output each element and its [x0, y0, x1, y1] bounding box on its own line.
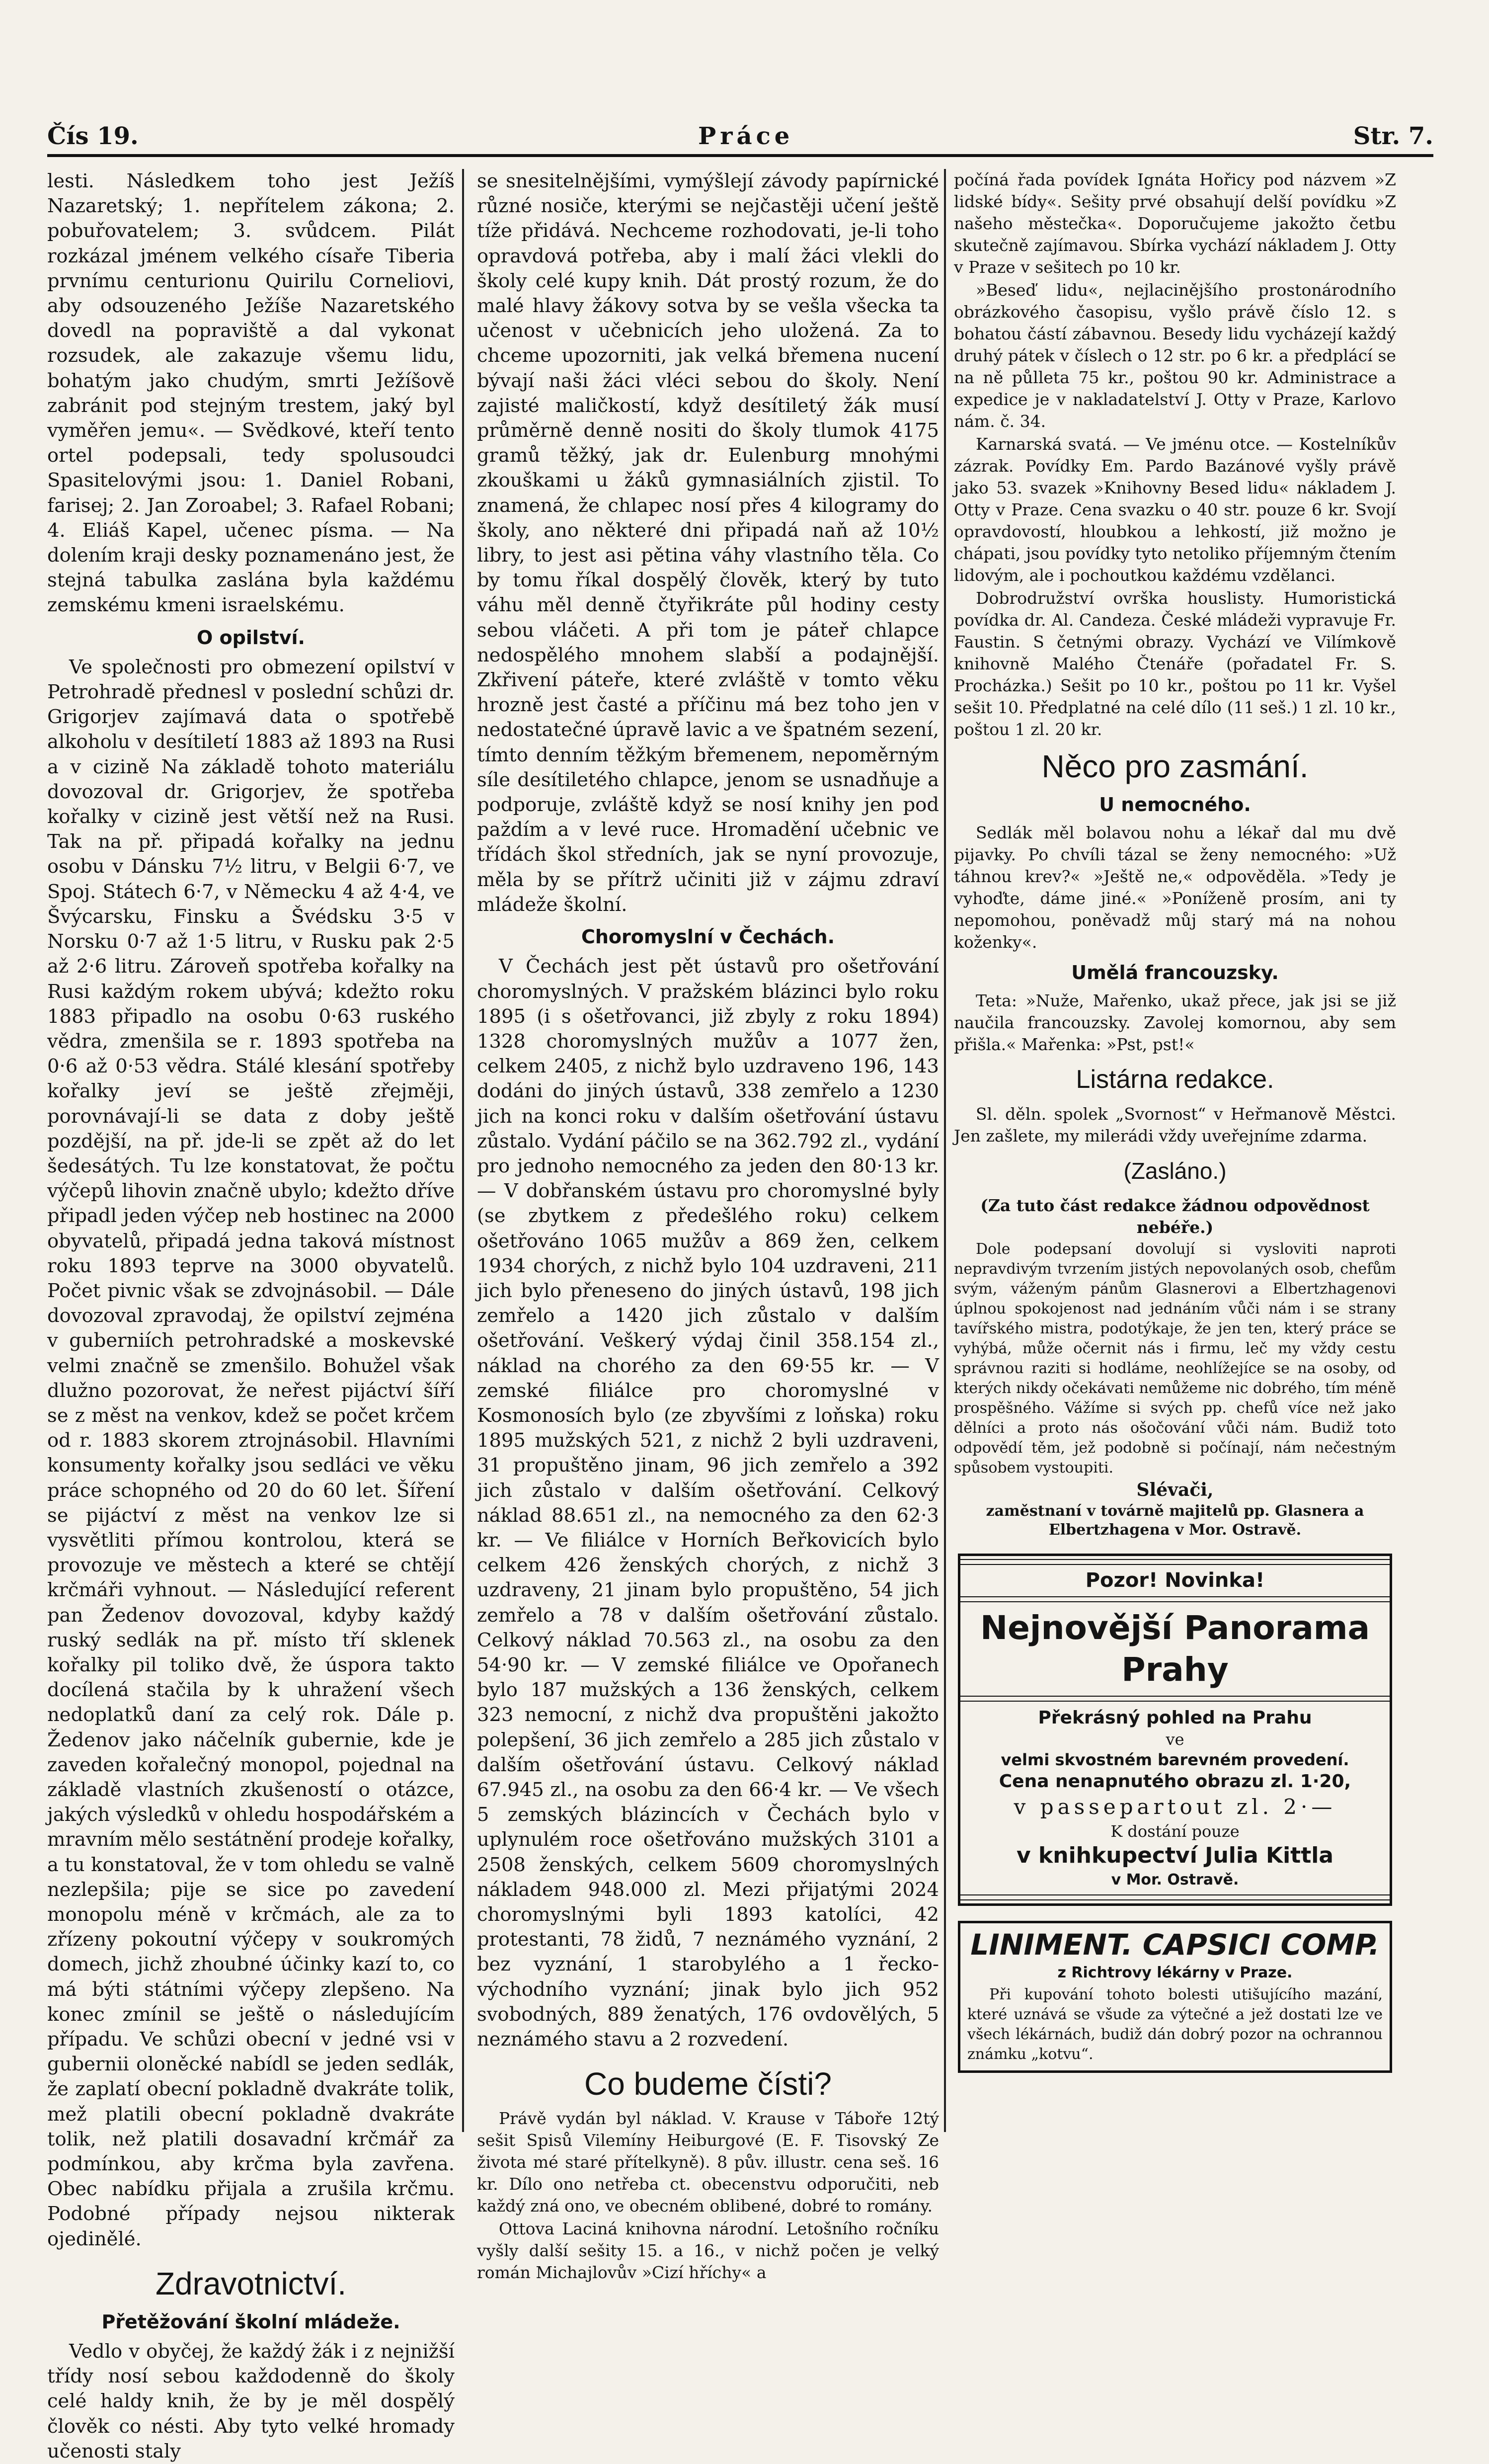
ad-location: v Mor. Ostravě.: [1111, 1871, 1239, 1889]
page-number: Str. 7.: [1353, 122, 1433, 150]
section-heading: Listárna redakce.: [1076, 1065, 1274, 1094]
section-heading: (Zasláno.): [1123, 1158, 1227, 1184]
newspaper-title: Práce: [698, 122, 794, 150]
section-heading: O opilství.: [197, 626, 305, 649]
article-text: »Beseď lidu«, nejlacinějšího prostonárodního obrázkového časopisu, vyšlo právě číslo 12. s bohatou částí zábavnou. Besedy lidu vycházejí každý druhý pátek v číslech o 12 str. po 6 kr. a předplácí se na ně půlleta 75 kr., poštou 90 kr. Administrace a expedice je v nakladatelství J. Otty v Praze, Karlovo nám. č. 34.: [954, 280, 1396, 431]
column-3: [954, 169, 1396, 2137]
ad-subtitle: z Richtrovy lékárny v Praze.: [1057, 1964, 1293, 1981]
ad-border-stripe: [960, 1894, 1390, 1900]
ad-border-stripe: [960, 1596, 1390, 1602]
article-heading: U nemocného.: [1099, 794, 1251, 816]
ad-tagline: Pozor! Novinka!: [1085, 1569, 1265, 1592]
article-text: Ottova Laciná knihovna národní. Letošního ročníku vyšly další sešity 15. a 16., v nichž počen je velký román Michajlovův »Cizí hříchy« a: [477, 2219, 939, 2283]
advertisement-panorama: [958, 1554, 1392, 1905]
section-heading: Něco pro zasmání.: [1041, 748, 1309, 784]
column-rule: [462, 169, 464, 2132]
article-text: Sl. děln. spolek „Svornost“ v Heřmanově Městci. Jen zašlete, my milerádi vždy uveřejníme zdarma.: [954, 1104, 1396, 1146]
column-1: [47, 169, 455, 2463]
signature: Slévači,: [1136, 1479, 1214, 1501]
article-text: se snesitelnějšími, vymýšlejí závody papírnické různé nosiče, kterými se nejčastěji učení ještě tíže přidává. Nechceme rozhodovati, je-li toho opravdová potřeba, aby i malí žáci vlekli do školy celé kupy knih. Dát prostý rozum, že do malé hlavy žákovy sotva by se vešla všecka ta učenost v učebnicích jeho uložená. Za to chceme upozorniti, jak velká břemena nucení bývají naši žáci vléci sebou do školy. Není zajisté maličkostí, když desítiletý žák musí průměrně denně nositi do školy tlumok 4175 gramů těžký, jak dr. Eulenburg mnohými zkouškami u žáků gymnasiálních zjistil. To znamená, že chlapec nosí přes 4 kilogramy do školy, ano některé dni připadá naň až 10½ libry, to jest asi pětina váhy vlastního těla. Co by tomu říkal dospělý člověk, který by tuto váhu měl denně čtyřikráte půl hodiny cesty sebou vláčeti. A při tom je páteř chlapce nedospělého mnohem slabší a podajnější. Zkřivení páteře, které zvláště v tomto věku hrozně jest časté a příčinu má bez toho jen v nedostatečné úpravě lavic a ve špatném sezení, tímto denním těžkým břemenem, nepoměrným síle desítiletého chlapce, jenom se usnadňuje a podporuje, zvláště když se nosí knihy jen pod paždím a v levé ruce. Hromadění učebnic ve třídách škol středních, jak se nyní provozuje, měla by se přítrž učiniti již v zájmu zdraví mládeže školní.: [477, 170, 939, 916]
ad-line: K dostání pouze: [1110, 1821, 1240, 1841]
section-heading: Co budeme čísti?: [584, 2066, 832, 2102]
ad-border-stripe: [960, 1559, 1390, 1565]
article-heading: Choromyslní v Čechách.: [581, 926, 835, 948]
issue-number: Čís 19.: [47, 122, 139, 150]
signature-detail: zaměstnaní v továrně majitelů pp. Glasnera a Elbertzhagena v Mor. Ostravě.: [986, 1502, 1364, 1539]
article-heading: Umělá francouzsky.: [1071, 962, 1279, 984]
section-heading: Zdravotnictví.: [155, 2265, 347, 2301]
ad-line: ve: [1166, 1729, 1184, 1749]
ad-border-stripe: [960, 1696, 1390, 1702]
ad-title: Nejnovější Panorama Prahy: [980, 1608, 1370, 1689]
article-text: lesti. Následkem toho jest Ježíš Nazaretský; 1. nepřítelem zákona; 2. pobuřovatelem; 3. svůdcem. Pilát rozkázal jménem velkého císaře Tiberia prvnímu centurionu Quirilu Corneliovi, aby odsouzeného Ježíše Nazaretského dovedl na popraviště a dal vykonat rozsudek, ale zakazuje všemu lidu, bohatým jako chudým, smrti Ježíšově zabránit pod stejným trestem, jaký byl vyměřen jemu«. — Svědkové, kteří tento ortel podepsali, tedy spolusoudci Spasitelovými jsou: 1. Daniel Robani, farisej; 2. Jan Zoroabel; 3. Rafael Robani; 4. Eliáš Kapel, učenec písma. — Na dolením kraji desky poznamenáno jest, že stejná tabulka zaslána byla každému zemskému kmeni israelskému.: [47, 170, 455, 617]
ad-title: LINIMENT. CAPSICI COMP.: [970, 1927, 1380, 1962]
ad-line: Překrásný pohled na Prahu: [1038, 1707, 1312, 1728]
column-rule: [944, 169, 946, 2132]
article-text: Dole podepsaní dovolují si vysloviti naproti nepravdivým tvrzením jistých nepovolaných osob, chefům svým, váženým pánům Glasnerovi a Elbertzhagenovi úplnou spokojenost nad jednáním vůči nám i se strany tavířského mistra, podotýkaje, že jen ten, který práce se vyhýbá, může očernit nás i firmu, leč my vždy cestu správnou raziti si hodláme, neohlížejíce se na osoby, od kterých nikdy očekávati nemůžeme nic dobrého, tím méně prospěšného. Vážíme si svých pp. chefů více než jako dělníci a proto nás ošočování vůči nám. Budiž toto odpovědí těm, jež podobně si počínají, nám nečestným spůsobem vystoupiti.: [954, 1240, 1396, 1477]
ad-bookstore: v knihkupectví Julia Kittla: [1017, 1842, 1333, 1868]
article-text: Ve společnosti pro obmezení opilství v Petrohradě přednesl v poslední schůzi dr. Grigorjev zajímavá data o spotřebě alkoholu v desítiletí 1883 až 1893 na Rusi a v cizině Na základě tohoto materiálu dovozoval dr. Grigorjev, že spotřeba kořalky v cizině jest větší než na Rusi. Tak na př. připadá kořalky na jednu osobu v Dánsku 7½ litru, v Belgii 6·7, ve Spoj. Státech 6·7, v Německu 4 až 4·4, ve Švýcarsku, Finsku a Švédsku 3·5 v Norsku 0·7 až 1·5 litru, v Rusku pak 2·5 až 2·6 litru. Zároveň spotřeba kořalky na Rusi každým rokem ubývá; kdežto roku 1883 připadlo na osobu 0·63 ruského vědra, zmenšila se r. 1893 spotřeba na 0·6 až 0·53 vědra. Stálé klesání spotřeby kořalky jeví se ještě zřejměji, porovnávají-li se data z doby ještě pozdější, na př. jde-li se zpět až do let šedesátých. Tu lze konstatovat, že počtu výčepů lihovin značně ubylo; kdežto dříve připadl jeden výčep neb hostinec na 2000 obyvatelů, připadá jedna taková místnost roku 1893 teprve na 3000 obyvatelů. Počet pivnic však se zdvojnásobil. — Dále dovozoval zpravodaj, že opilství zejména v guberniích petrohradské a moskevské velmi značně se zmenšilo. Bohužel však dlužno pozorovat, že neřest pijáctví šíří se z měst na venkov, kdež se počet krčem od r. 1883 skorem ztrojnásobil. Hlavními konsumenty kořalky jsou sedláci ve věku práce schopného od 20 do 60 let. Šíření se pijáctví z měst na venkov lze si vysvětliti přímou kontrolou, která se provozuje ve městech a které se chtějí krčmáři vyhnout. — Následující referent pan Žedenov dovozoval, kdyby každý ruský sedlák na př. místo tří sklenek kořalky pil toliko dvě, že úspora takto docílená stačila by k uhražení všech nedoplatků daní za celý rok. Dále p. Žedenov jako náčelník gubernie, kde je zaveden kořalečný monopol, pojednal na základě vlastních zkušeností o otázce, jakých výsledků v ohledu hospodářském a mravním mělo sestátnění prodeje kořalky, a tu konstatoval, že v tom ohledu se valně nezlepšila; pije se sice po zavedení monopolu méně v krčmách, ale za to zřízeny pokoutní výčepy v soukromých domech, jichž zhoubné účinky kazí to, co má býti státními výčepy zlepšeno. Na konec zmínil se ještě o následujícím případu. Ve schůzi obecní v jedné vsi v gubernii oloněcké nabídl se jeden sedlák, že zaplatí obecní pokladně dvakráte tolik, mež platili obecní pokladně dvakráte tolik, než platili dosavadní krčmář za podmínkou, aby krčma byla zavřena. Obec nabídku přijala a zrušila krčmu. Podobné případy nejsou nikterak ojedinělé.: [47, 656, 455, 2250]
article-text: Právě vydán byl náklad. V. Krause v Táboře 12tý sešit Spisů Vilemíny Heiburgové (E. F. Tisovský Ze života mé staré přítelkyně). 8 pův. illustr. cena seš. 16 kr. Dílo ono netřeba ct. obecenstvu odporučiti, neb každý zná ono, ve obecném oblibené, dobré to romány.: [477, 2109, 939, 2216]
article-text: Karnarská svatá. — Ve jménu otce. — Kostelníkův zázrak. Povídky Em. Pardo Bazánové vyšly právě jako 53. svazek »Knihovny Besed lidu« nákladem J. Otty v Praze. Cena svazku o 40 str. pouze 6 kr. Svojí opravdovostí, hloubkou a lehkostí, již možno je chápati, jsou povídky tyto netoliko příjemným čtením lidovým, ale i pochoutkou každému vzdělanci.: [954, 434, 1396, 585]
article-heading: Přetěžování školní mládeže.: [101, 2310, 400, 2333]
advertisement-liniment: [958, 1921, 1392, 2073]
article-text: Vedlo v obyčej, že každý žák i z nejnižší třídy nosí sebou každodenně do školy celé haldy knih, že by je měl dospělý člověk co nésti. Aby tyto velké hromady učenosti staly: [47, 2340, 455, 2463]
column-2: [477, 169, 939, 2283]
ad-price: Cena nenapnutého obrazu zl. 1·20,: [999, 1771, 1351, 1792]
article-text: Sedlák měl bolavou nohu a lékař dal mu dvě pijavky. Po chvíli tázal se ženy nemocného: »Už táhnou krev?« »Ještě ne,« odpověděla. »Tedy je vyhoďte, dáme jiné.« »Poníženě prosím, ani ty nepomohou, poněvadž můj starý má na nohou koženky«.: [954, 823, 1396, 952]
article-text: V Čechách jest pět ústavů pro ošetřování choromyslných. V pražském blázinci bylo roku 1895 (i s ošetřovanci, již zbyly z roku 1894) 1328 choromyslných mužův a 1077 žen, celkem 2405, z nichž bylo uzdraveno 196, 143 dodáni do jiných ústavů, 338 zemřelo a 1230 jich na konci roku v dalším ošetřování ústavu zůstalo. Vydání páčilo se na 362.792 zl., vydání pro jednoho nemocného za jeden den 80·13 kr. — V dobřanském ústavu pro choromyslné byly (se zbytkem z předešlého roku) celkem ošetřováno 1065 mužův a 869 žen, celkem 1934 chorých, z nichž bylo 104 uzdraveni, 211 jich bylo přeneseno do jiných ústavů, 198 jich zemřelo a 1420 jich zůstalo v dalším ošetřování. Veškerý výdaj činil 358.154 zl., náklad na chorého za den 69·55 kr. — V zemské filiálce pro choromyslné v Kosmonosích bylo (ze zbyvšími z loňska) roku 1895 mužských 521, z nichž 2 byli uzdraveni, 31 propuštěno jinam, 96 jich zemřelo a 392 jich zůstalo v dalším ošetřování. Celkový náklad 88.651 zl., na nemocného za den 62·3 kr. — Ve filiálce v Horních Beřkovicích bylo celkem 426 ženských chorých, z nichž 3 uzdraveny, 21 jinam bylo propuštěno, 54 jich zemřelo a 78 v dalším ošetřování zůstalo. Celkový náklad 70.563 zl., na osobu za den 54·90 kr. — V zemské filiálce ve Opořanech bylo 187 mužských a 136 ženských, celkem 323 nemocní, z nichž dva propuštěni jakožto polepšení, 36 jich zemřelo a 285 jich zůstalo v dalším ošetřování ústavu. Celkový náklad 67.945 zl., na osobu za den 66·4 kr. — Ve všech 5 zemských blázincích v Čechách bylo v uplynulém roce ošetřováno mužských 3101 a 2508 ženských, celkem 5609 choromyslných nákladem 948.000 zl. Mezi přijatými 2024 choromyslnými byli 1893 katolíci, 42 protestanti, 78 židů, 7 neznámého vyznání, 2 bez vyznání, 1 starobylého a 1 řecko-východního vyznání; jinak bylo jich 952 svobodných, 889 ženatých, 176 ovdovělých, 5 neznámého stavu a 2 rozvedení.: [477, 955, 939, 2051]
article-text: Dobrodružství ovrška houslisty. Humoristická povídka dr. Al. Candeza. České mládeži vypravuje Fr. Faustin. S četnými obrazy. Vychází ve Vilímkově knihovně Malého Čtenáře (pořadatel Fr. S. Procházka.) Sešit po 10 kr., poštou po 11 kr. Vyšel sešit 10. Předplatné na celé dílo (11 seš.) 1 zl. 10 kr., poštou 1 zl. 20 kr.: [954, 588, 1396, 739]
ad-text: Při kupování tohoto bolesti utišujícího mazání, které uznává se všude za výtečné a jež dostati lze ve všech lékárnách, budiž dán dobrý pozor na ochrannou známku „kotvu“.: [967, 1985, 1383, 2063]
disclaimer-text: (Za tuto část redakce žádnou odpovědnost nebéře.): [980, 1196, 1370, 1237]
ad-line: velmi skvostném barevném provedení.: [1001, 1750, 1349, 1769]
article-text: Teta: »Nuže, Mařenko, ukaž přece, jak jsi se již naučila francouzsky. Zavolej komornou, aby sem přišla.« Mařenka: »Pst, pst!«: [954, 991, 1396, 1055]
page-header: [47, 114, 1433, 157]
ad-price: v passepartout zl. 2·—: [1014, 1794, 1336, 1819]
article-text: počíná řada povídek Ignáta Hořicy pod názvem »Z lidské bídy«. Sešity prvé obsahují delší povídku »Z našeho městečka«. Doporučujeme jakožto četbu skutečně zajímavou. Sbírka vychází nákladem J. Otty v Praze v sešitech po 10 kr.: [954, 170, 1396, 277]
